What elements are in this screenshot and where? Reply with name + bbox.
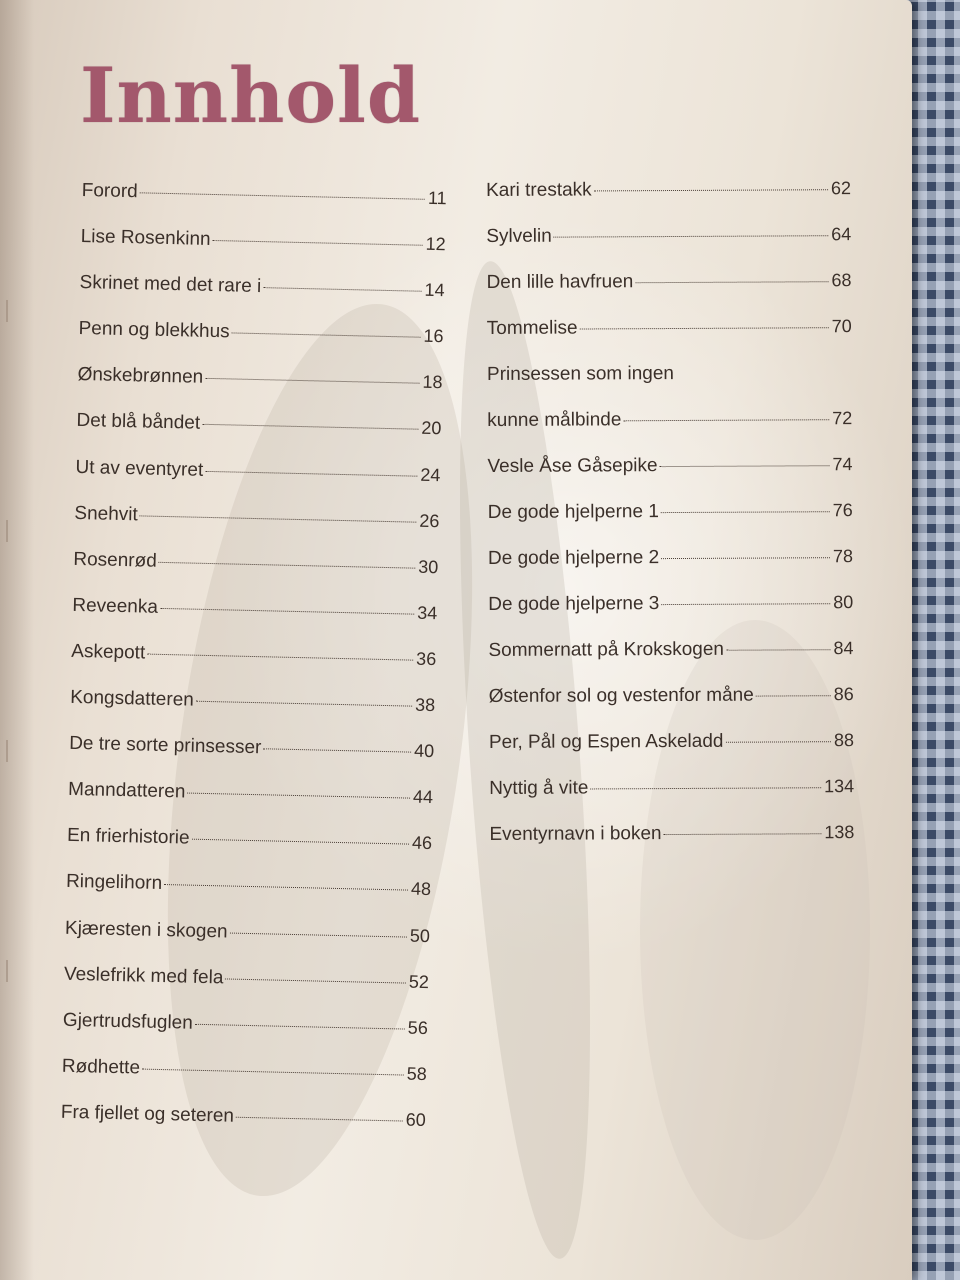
- toc-entry: [61, 1056, 427, 1110]
- toc-entry-page: 74: [832, 454, 853, 475]
- toc-entry-page: 30: [418, 556, 439, 577]
- toc-entry-title: Askepott: [71, 640, 146, 664]
- toc-entry-page: 64: [831, 224, 852, 245]
- toc-entry: [66, 825, 432, 879]
- dot-leader: [230, 932, 407, 937]
- toc-entry-title: Snehvit: [74, 502, 139, 526]
- toc-entry-title: Ut av eventyret: [75, 456, 204, 481]
- dot-leader: [594, 189, 828, 191]
- toc-entry-page: 78: [832, 546, 854, 567]
- toc-entry-title: Sommernatt på Krokskogen: [488, 638, 725, 661]
- toc-entry-title: Forord: [81, 180, 138, 203]
- toc-entry-title: Den lille havfruen: [486, 271, 634, 293]
- toc-entry: [60, 1102, 426, 1156]
- toc-entry-title: Vesle Åse Gåsepike: [487, 455, 658, 477]
- toc-entry: [72, 595, 438, 649]
- toc-entry-page: 40: [413, 740, 435, 762]
- toc-entry-title: De gode hjelperne 3: [488, 593, 660, 615]
- toc-entry-page: 84: [833, 638, 854, 659]
- toc-entry-title: Østenfor sol og vestenfor måne: [488, 684, 754, 707]
- toc-entry: [487, 454, 852, 502]
- dot-leader: [623, 419, 829, 421]
- toc-entry-page: 72: [832, 408, 853, 429]
- dot-leader: [192, 839, 409, 845]
- toc-entry-page: 80: [833, 592, 854, 613]
- toc-entry: [81, 180, 447, 234]
- toc-entry: [488, 638, 853, 686]
- dot-leader: [660, 465, 830, 467]
- dot-leader: [590, 787, 821, 789]
- toc-entry-page: 46: [411, 832, 433, 854]
- toc-entry-page: 14: [424, 279, 445, 301]
- toc-entry-page: 16: [423, 326, 444, 347]
- dot-leader: [205, 378, 419, 384]
- dot-leader: [756, 695, 831, 696]
- toc-entry: [75, 456, 441, 510]
- toc-entry-title: De gode hjelperne 1: [487, 501, 659, 523]
- toc-entry: [78, 318, 444, 372]
- toc-entry: [486, 270, 851, 318]
- toc-entry-title: Det blå båndet: [76, 410, 201, 435]
- dot-leader: [147, 654, 413, 661]
- dot-leader: [159, 562, 416, 569]
- toc-entry-title: Sylvelin: [486, 225, 552, 247]
- toc-entry: [79, 272, 445, 326]
- toc-entry-title: Eventyrnavn i boken: [489, 823, 662, 845]
- toc-entry-page: 86: [833, 684, 854, 705]
- toc-entry: [487, 316, 852, 364]
- dot-leader: [726, 649, 830, 651]
- toc-entry-page: 20: [421, 418, 442, 439]
- toc-entry: [489, 776, 854, 824]
- toc-entry: [69, 687, 435, 741]
- dot-leader: [661, 511, 830, 513]
- toc-entry-page: 48: [410, 879, 432, 900]
- dot-leader: [554, 235, 828, 237]
- page-spine: [0, 0, 34, 1280]
- dot-leader: [213, 240, 423, 246]
- dot-leader: [205, 470, 417, 476]
- toc-entry-page: 44: [412, 786, 434, 808]
- dot-leader: [661, 557, 830, 559]
- toc-entry-page: 11: [427, 187, 447, 209]
- binding-stitch: [6, 960, 8, 982]
- dot-leader: [263, 748, 411, 752]
- dot-leader: [236, 1117, 403, 1122]
- toc-entry-title: Kongsdatteren: [70, 686, 195, 711]
- toc-entry-page: 34: [417, 602, 438, 624]
- toc-entry: [62, 1009, 428, 1063]
- toc-entry-title: Reveenka: [72, 594, 159, 618]
- toc-entry-title: Gjertrudsfuglen: [62, 1009, 194, 1034]
- binding-stitch: [6, 740, 8, 762]
- toc-entry-title: Prinsessen som ingen: [486, 363, 675, 385]
- toc-entry-page: 60: [405, 1109, 426, 1130]
- toc-entry-title: Skrinet med det rare i: [79, 272, 262, 298]
- toc-entry-title: Penn og blekkhus: [78, 318, 230, 343]
- toc-entry-page: 88: [833, 730, 854, 751]
- page-title: Innhold: [80, 51, 422, 140]
- dot-leader: [140, 515, 417, 522]
- toc-entry: [489, 684, 854, 732]
- toc-entry-page: 70: [831, 316, 852, 337]
- binding-stitch: [6, 300, 8, 322]
- toc-entry-title: Rødhette: [61, 1055, 141, 1079]
- toc-entry-title: Tommelise: [486, 317, 578, 339]
- toc-entry: [65, 871, 431, 925]
- toc-entry: [487, 408, 852, 456]
- dot-leader: [661, 603, 830, 605]
- dot-leader: [664, 833, 822, 835]
- toc-entry-page: 18: [422, 372, 443, 393]
- dot-leader: [232, 333, 421, 338]
- toc-entry: [67, 779, 433, 833]
- toc-entry-page: 62: [830, 178, 852, 199]
- toc-entry: [76, 410, 442, 464]
- toc-entry-title: Fra fjellet og seteren: [60, 1101, 235, 1127]
- toc-left-column: [60, 180, 447, 1156]
- toc-right-column: [486, 178, 855, 870]
- toc-entry: [70, 641, 436, 695]
- toc-entry-title: Lise Rosenkinn: [80, 226, 211, 251]
- toc-entry: [489, 730, 854, 778]
- toc-entry-page: 24: [420, 464, 441, 485]
- toc-entry-title: Per, Pål og Espen Askeladd: [488, 730, 724, 753]
- toc-entry-title: De tre sorte prinsesser: [68, 732, 262, 759]
- toc-entry-title: Ringelihorn: [65, 871, 163, 895]
- toc-entry-page: 76: [832, 500, 853, 521]
- toc-entry: [489, 822, 854, 870]
- toc-entry-title: Kjæresten i skogen: [64, 917, 228, 942]
- binding-stitch: [6, 520, 8, 542]
- dot-leader: [196, 701, 412, 707]
- toc-entry: [68, 733, 434, 787]
- toc-entry-page: 36: [415, 648, 437, 670]
- dot-leader: [635, 281, 828, 283]
- toc-entry: [74, 503, 440, 557]
- toc-entry-page: 52: [408, 971, 430, 992]
- dot-leader: [140, 192, 425, 199]
- toc-entry: [80, 226, 446, 280]
- toc-entry-title: Manndatteren: [67, 779, 186, 803]
- toc-entry-title: Ønskebrønnen: [77, 364, 204, 389]
- toc-entry: [486, 178, 851, 226]
- toc-entry-title: Rosenrød: [73, 548, 158, 572]
- toc-entry-page: 38: [414, 694, 436, 716]
- dot-leader: [263, 287, 421, 292]
- dot-leader: [187, 793, 410, 799]
- toc-entry-title: En frierhistorie: [66, 825, 190, 849]
- dot-leader: [142, 1068, 404, 1075]
- toc-entry-page: 26: [419, 510, 440, 531]
- toc-entry: [64, 917, 430, 971]
- dot-leader: [580, 327, 829, 329]
- toc-entry-page: 138: [824, 822, 855, 843]
- toc-entry-title: Veslefrikk med fela: [63, 963, 224, 989]
- toc-entry-page: 50: [409, 925, 431, 946]
- toc-entry: [77, 364, 443, 418]
- toc-entry: [488, 546, 853, 594]
- toc-entry: [488, 592, 853, 640]
- dot-leader: [164, 884, 408, 891]
- toc-entry-page: 58: [406, 1063, 428, 1084]
- toc-entry-title: De gode hjelperne 2: [487, 547, 660, 569]
- dot-leader: [725, 741, 830, 743]
- toc-entry-page: 12: [425, 233, 446, 255]
- toc-entry: [488, 500, 853, 548]
- toc-entry-page: 134: [824, 776, 855, 797]
- toc-entry: [73, 549, 439, 603]
- toc-entry-title: Nyttig å vite: [489, 777, 589, 799]
- toc-entry-title: kunne målbinde: [487, 409, 622, 431]
- dot-leader: [202, 424, 418, 430]
- toc-entry: [487, 362, 852, 410]
- toc-entry: [486, 224, 851, 272]
- dot-leader: [160, 608, 414, 615]
- toc-entry-page: 68: [831, 270, 852, 291]
- toc-entry-page: 56: [407, 1017, 429, 1038]
- dot-leader: [225, 978, 405, 983]
- toc-entry-title: Kari trestakk: [486, 179, 592, 201]
- toc-entry: [63, 963, 429, 1017]
- dot-leader: [195, 1023, 405, 1029]
